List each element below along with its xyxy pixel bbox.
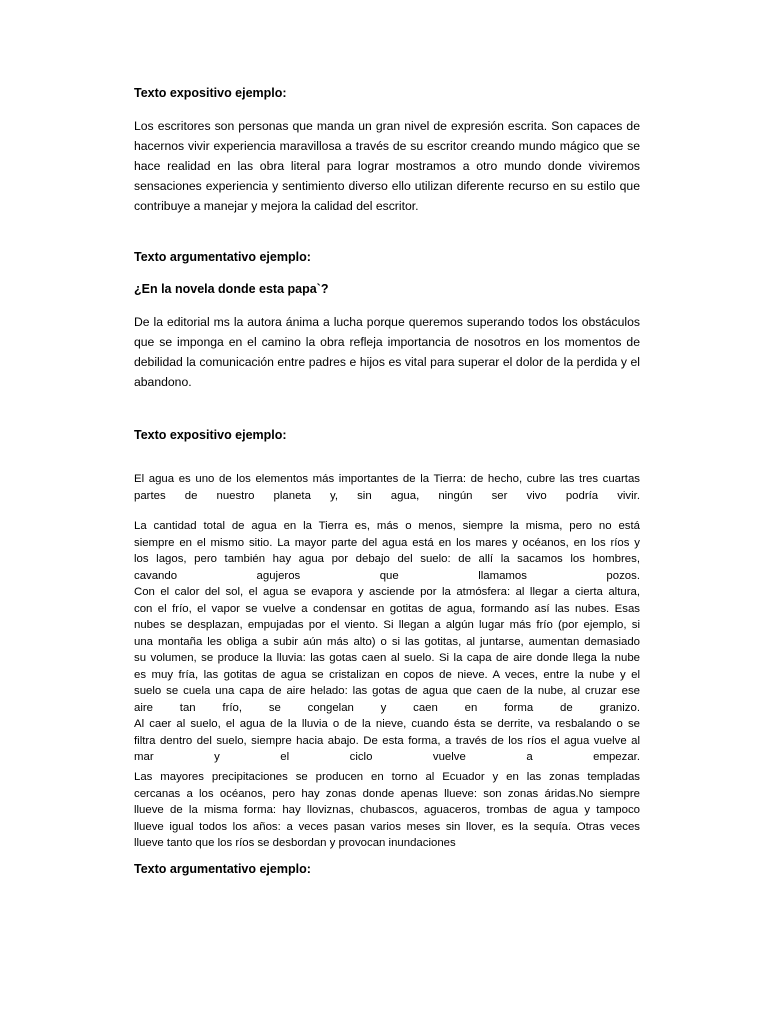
heading-argumentativo-2: Texto argumentativo ejemplo:: [134, 862, 311, 876]
text-line: filtra dentro del suelo, siempre hacia abajo. De esta forma, a través de los ríos el agua vuelve al: [134, 734, 640, 747]
text-line: los lagos, pero también hay agua por debajo del suelo: de allí la sacamos los hombres,: [134, 553, 640, 565]
heading-expositivo-1: Texto expositivo ejemplo:: [134, 86, 287, 100]
heading-argumentativo-1: Texto argumentativo ejemplo:: [134, 250, 311, 264]
heading-novela-question: ¿En la novela donde esta papa`?: [134, 282, 329, 296]
text-line: cercanas a los océanos, pero hay zonas donde apenas llueve: son zonas áridas.No siempre: [134, 787, 640, 800]
text-line: La cantidad total de agua en la Tierra es, más o menos, siempre la misma, pero no está: [134, 520, 640, 532]
paragraph-precipitaciones: [134, 769, 640, 852]
text-line: llueve de la misma forma: hay lloviznas, chubascos, aguaceros, trombas de agua y tampoco: [134, 804, 640, 816]
text-line: es muy fría, las gotitas de agua se cristalizan en copos de nieve. A veces, entre la nube y el: [134, 668, 640, 681]
text-line: siempre en el mismo sitio. La mayor parte del agua está en los mares y océanos, en los ríos y: [134, 536, 640, 549]
text-line: Las mayores precipitaciones se producen en torno al Ecuador y en las zonas templadas: [134, 771, 640, 783]
paragraph-agua-intro: [134, 471, 640, 504]
text-line: partes de nuestro planeta y, sin agua, ningún ser vivo podría vivir.: [134, 489, 640, 502]
text-line: su volumen, se produce la lluvia: las gotas caen al suelo. Si la capa de aire donde llega la nube: [134, 652, 640, 664]
text-line: nubes se desplazan, empujadas por el viento. Si llegan a algún lugar más frío (por ejemplo, si: [134, 619, 640, 631]
paragraph-escritores: Los escritores son personas que manda un gran nivel de expresión escrita. Son capaces de hacernos vivir experiencia maravillosa a través de su escritor creando mundo mágico que se hace realidad en las obra literal para lograr mostramos a otro mundo donde viviremos sensaciones experiencia y sentimiento diverso ello utilizan diferente recurso en su estilo que contribuye a manejar y mejora la calidad del escritor.: [134, 119, 640, 213]
text-line: llueve igual todos los años: a veces pasan varios meses sin llover, es la sequía. Otras veces: [134, 820, 640, 833]
text-line: suelo se cuela una capa de aire helado: las gotas de agua que caen de la nube, al cruzar ese: [134, 685, 640, 697]
paragraph-ciclo-agua: [134, 518, 640, 766]
text-line: mar y el ciclo vuelve a empezar.: [134, 751, 640, 763]
text-line: cavando agujeros que llamamos pozos.: [134, 569, 640, 582]
text-line: aire tan frío, se congelan y caen en forma de granizo.: [134, 701, 640, 714]
text-line: El agua es uno de los elementos más importantes de la Tierra: de hecho, cubre las tres cuartas: [134, 473, 640, 485]
text-line: Al caer al suelo, el agua de la lluvia o de la nieve, cuando ésta se derrite, va resbalando o se: [134, 718, 640, 730]
text-line: llueve tanto que los ríos se desbordan y provocan inundaciones: [134, 837, 456, 849]
text-line: con el frío, el vapor se vuelve a condensar en gotitas de agua, formando así las nubes. Esas: [134, 602, 640, 615]
heading-expositivo-2: Texto expositivo ejemplo:: [134, 428, 287, 442]
text-line: Con el calor del sol, el agua se evapora y asciende por la atmósfera: al llegar a cierta altura,: [134, 586, 640, 598]
paragraph-editorial: De la editorial ms la autora ánima a lucha porque queremos superando todos los obstáculos que se imponga en el camino la obra refleja importancia de nosotros en los momentos de debilidad la comunicación entre padres e hijos es vital para superar el dolor de la perdida y el abandono.: [134, 315, 640, 389]
text-line: una montaña les obliga a subir aún más alto) o si las gotitas, al juntarse, aumentan demasiado: [134, 635, 640, 648]
